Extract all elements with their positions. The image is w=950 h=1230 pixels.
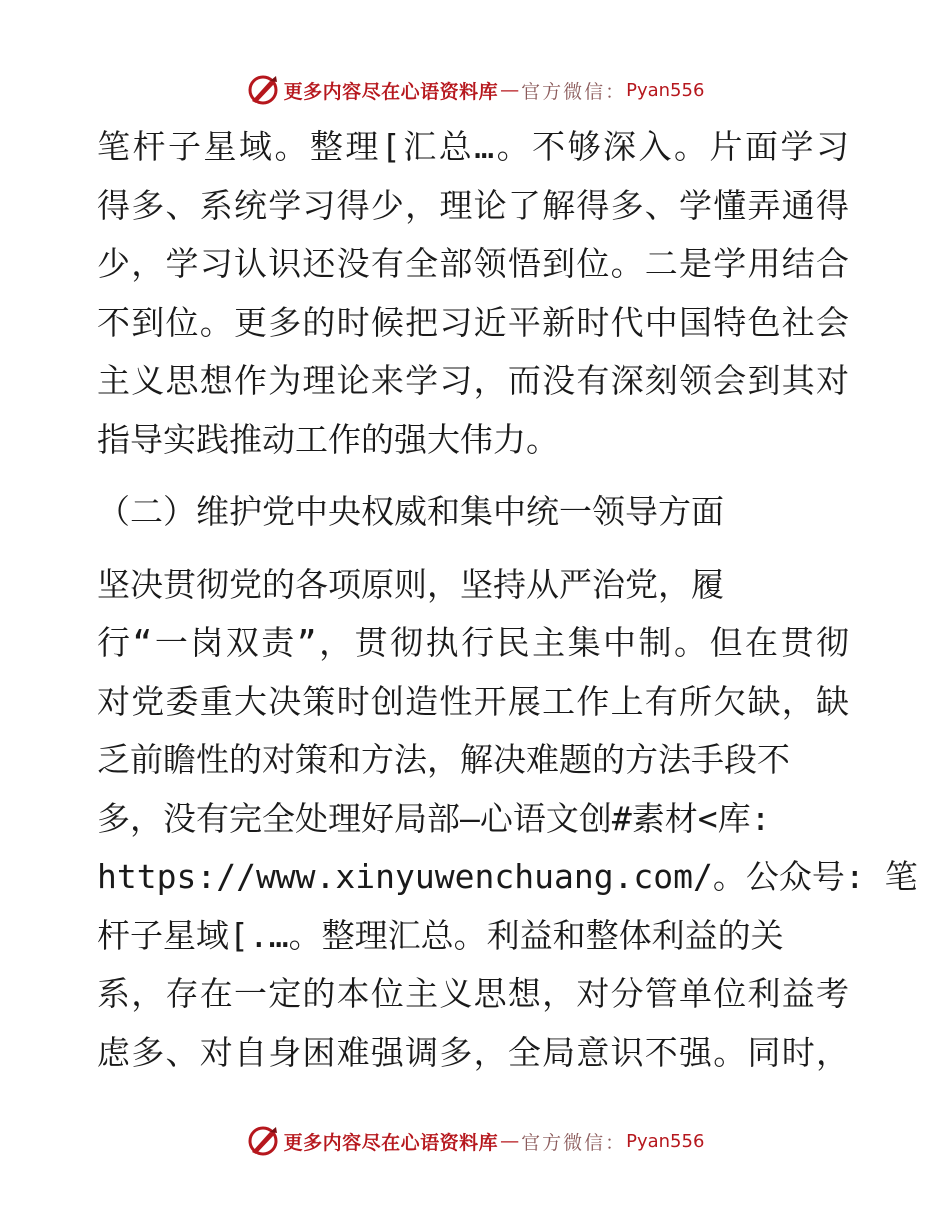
- banner-wechat-label: 官方微信：: [521, 80, 627, 103]
- banner-separator: —: [500, 79, 520, 101]
- banner-slogan: 更多内容尽在心语资料库: [283, 80, 499, 103]
- body-line: 笔杆子星域。整理[汇总…。不够深入。片面学习: [97, 127, 849, 166]
- body-line: 坚决贯彻党的各项原则，坚持从严治党，履: [97, 564, 724, 604]
- document-body: [97, 118, 918, 1082]
- banner-account: Pyan556: [626, 79, 705, 101]
- pen-logo-icon: [246, 1124, 280, 1158]
- pen-logo-icon: [246, 73, 280, 107]
- body-line: 少，学习认识还没有全部领悟到位。二是学用结合: [97, 244, 849, 283]
- body-line: 不到位。更多的时候把习近平新时代中国特色社会: [97, 302, 849, 342]
- banner-separator: —: [500, 1130, 520, 1152]
- banner-slogan: 更多内容尽在心语资料库: [283, 1131, 499, 1154]
- body-line: 系，存在一定的本位主义思想，对分管单位利益考: [97, 974, 849, 1013]
- body-line: 对党委重大决策时创造性开展工作上有所欠缺，缺: [97, 681, 849, 721]
- footer-banner: [0, 1121, 950, 1161]
- body-line: 杆子星域[.…。整理汇总。利益和整体利益的关: [97, 915, 784, 955]
- body-line: 多，没有完全处理好局部—心语文创#素材<库:: [97, 798, 771, 838]
- body-line: 主义思想作为理论来学习，而没有深刻领会到其对: [97, 361, 849, 400]
- body-line: https://www.xinyuwenchuang.com/。公众号: 笔: [97, 857, 918, 896]
- body-line: 行“一岗双责”，贯彻执行民主集中制。但在贯彻: [97, 623, 849, 662]
- section-heading: （二）维护党中央权威和集中统一领导方面: [97, 492, 724, 531]
- header-banner: [0, 70, 950, 110]
- body-line: 虑多、对自身困难强调多，全局意识不强。同时，: [97, 1032, 849, 1072]
- body-line: 指导实践推动工作的强大伟力。: [97, 419, 559, 459]
- banner-wechat-label: 官方微信：: [521, 1131, 627, 1154]
- banner-account: Pyan556: [626, 1130, 705, 1152]
- body-line: 乏前瞻性的对策和方法，解决难题的方法手段不: [97, 740, 790, 779]
- body-line: 得多、系统学习得少，理论了解得多、学懂弄通得: [97, 185, 849, 225]
